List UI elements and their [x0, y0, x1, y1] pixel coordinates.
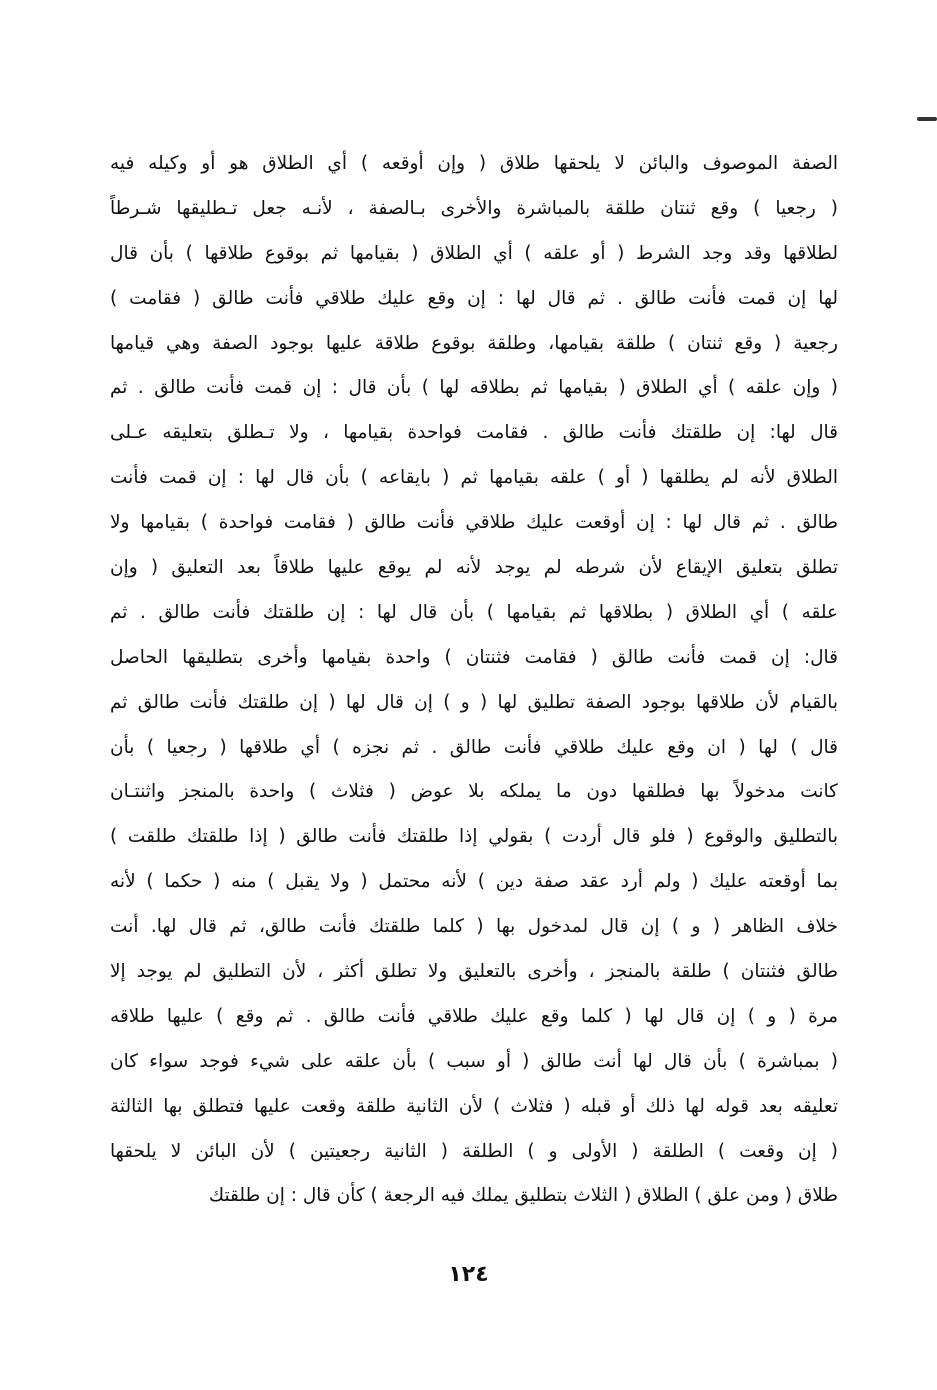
text-line-23: ( إن وقعت ) الطلقة ( الأولى و ) الطلقة ( الثانية رجعيتين ) لأن البائن لا يلحقها — [110, 1140, 838, 1162]
text-line-9: طالق . ثم قال لها : إن أوقعت عليك طلاقي فأنت طالق ( فقامت فواحدة ) بقيامها ولا — [110, 512, 838, 534]
text-line-3: لطلاقها وقد وجد الشرط ( أو علقه ) أي الطلاق ( بقيامها ثم بوقوع طلاقها ) بأن قال — [110, 242, 838, 264]
text-line-22: تعليقه بعد قوله لها ذلك أو قبله ( فثلاث ) لأن الثانية طلقة وقعت عليها فتطلق بها الثالثة — [110, 1095, 838, 1117]
text-line-2: ( رجعيا ) وقع ثنتان طلقة بالمباشرة والأخرى بـالصفة ، لأنـه جعل تـطليقها شـرطاً — [110, 197, 838, 219]
text-line-16: بالتطليق والوقوع ( فلو قال أردت ) بقولي إذا طلقتك فأنت طالق ( إذا طلقتك طلقت ) — [110, 826, 838, 848]
text-line-6: ( وإن علقه ) أي الطلاق ( بقيامها ثم بطلاقه لها ) بأن قال : إن قمت فأنت طالق . ثم — [110, 377, 838, 399]
text-line-12: قال: إن قمت فأنت طالق ( فقامت فثنتان ) واحدة بقيامها وأخرى بتطليقها الحاصل — [110, 646, 838, 668]
text-line-7: قال لها: إن طلقتك فأنت طالق . فقامت فواحدة بقيامها ، ولا تـطلق بتعليقه عـلى — [110, 422, 838, 444]
body-text — [110, 142, 838, 1219]
text-line-5: رجعية ( وقع ثنتان ) طلقة بقيامها، وطلقة بوقوع طلاقة عليها بوجود الصفة وهي قيامها — [110, 332, 838, 354]
text-line-13: بالقيام لأن طلاقها بوجود الصفة تطليق لها ( و ) إن قال لها ( إن طلقتك فأنت طالق ثم — [110, 691, 838, 713]
text-line-17: بما أوقعته عليك ( ولم أرد عقد صفة دين ) لأنه محتمل ( ولا يقبل ) منه ( حكما ) لأنه — [110, 871, 838, 893]
text-line-18: خلاف الظاهر ( و ) إن قال لمدخول بها ( كلما طلقتك فأنت طالق، ثم قال لها. أنت — [110, 916, 838, 938]
text-line-4: لها إن قمت فأنت طالق . ثم قال لها : إن وقع عليك طلاقي فأنت طالق ( فقامت ) — [110, 287, 838, 309]
text-line-8: الطلاق لأنه لم يطلقها ( أو ) علقه بقيامها ثم ( بايقاعه ) بأن قال لها : إن قمت فأنت — [110, 467, 838, 489]
text-line-24: طلاق ( ومن علق ) الطلاق ( الثلاث بتطليق يملك فيه الرجعة ) كأن قال : إن طلقتك — [208, 1185, 838, 1207]
text-line-20: مرة ( و ) إن قال لها ( كلما وقع عليك طلاقي فأنت طالق . ثم وقع ) عليها طلاقه — [110, 1005, 838, 1027]
text-line-1: الصفة الموصوف والبائن لا يلحقها طلاق ( وإن أوقعه ) أي الطلاق هو أو وكيله فيه — [110, 153, 838, 174]
text-line-19: طالق فثنتان ) طلقة بالمنجز ، وأخرى بالتعليق ولا تطلق أكثر ، لأن التطليق لم يوجد إلا — [110, 961, 838, 983]
text-line-14: قال ) لها ( ان وقع عليك طلاقي فأنت طالق . ثم نجزه ) أي طلاقها ( رجعيا ) بأن — [110, 736, 838, 758]
text-line-11: علقه ) أي الطلاق ( بطلاقها ثم بقيامها ) بأن قال لها : إن طلقتك فأنت طالق . ثم — [110, 601, 838, 623]
text-line-10: تطلق بتعليق الإيقاع لأن شرطه لم يوجد لأنه لم يوقع عليها طلاقاً بعد التعليق ( وإن — [110, 557, 838, 579]
text-line-21: ( بمباشرة ) بأن قال لها أنت طالق ( أو سبب ) بأن علقه على شيء فوجد سواء كان — [110, 1050, 838, 1072]
page-number: ١٢٤ — [448, 1262, 489, 1287]
scan-mark — [917, 117, 937, 121]
text-line-15: كانت مدخولاً بها فطلقها دون ما يملكه بلا عوض ( فثلاث ) واحدة بالمنجز واثنتـان — [110, 781, 838, 803]
